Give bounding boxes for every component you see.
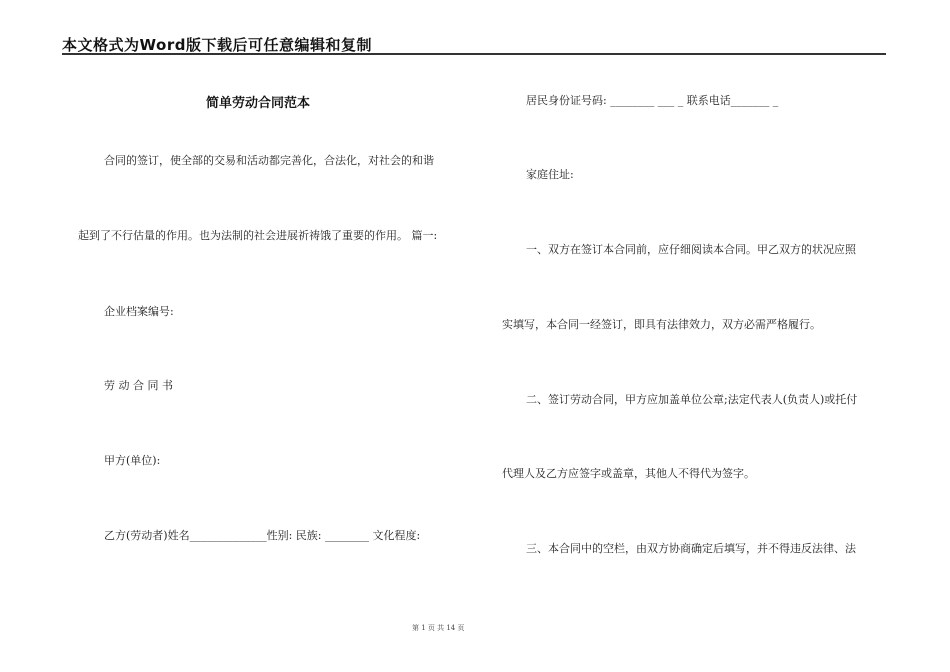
header-rule	[62, 53, 886, 55]
left-line-5: 甲方(单位):	[104, 454, 161, 467]
left-line-4: 劳 动 合 同 书	[104, 379, 173, 392]
left-line-3: 企业档案编号:	[104, 305, 174, 318]
right-line-7: 三、本合同中的空栏，由双方协商确定后填写，并不得违反法律、法	[526, 542, 856, 555]
left-line-1: 合同的签订，使全部的交易和活动都完善化，合法化，对社会的和谐	[104, 154, 434, 167]
right-line-1: 居民身份证号码: ________ ___ _ 联系电话_______ _	[526, 94, 779, 107]
right-line-6: 代理人及乙方应签字或盖章，其他人不得代为签字。	[502, 467, 755, 480]
document-title: 简单劳动合同范本	[206, 96, 311, 111]
left-line-2: 起到了不行估量的作用。也为法制的社会进展祈祷饿了重要的作用。 篇一:	[78, 229, 438, 242]
right-line-3: 一、双方在签订本合同前，应仔细阅读本合同。甲乙双方的状况应照	[526, 243, 856, 256]
banner-text: 本文格式为Word版下载后可任意编辑和复制	[62, 36, 372, 54]
left-line-6: 乙方(劳动者)姓名______________性别: 民族: ________ 文化程度:	[104, 529, 421, 542]
right-line-2: 家庭住址:	[526, 168, 574, 181]
right-line-4: 实填写，本合同一经签订，即具有法律效力，双方必需严格履行。	[502, 318, 821, 331]
page-footer: 第 1 页 共 14 页	[412, 624, 465, 632]
right-line-5: 二、签订劳动合同，甲方应加盖单位公章;法定代表人(负责人)或托付	[526, 393, 858, 406]
